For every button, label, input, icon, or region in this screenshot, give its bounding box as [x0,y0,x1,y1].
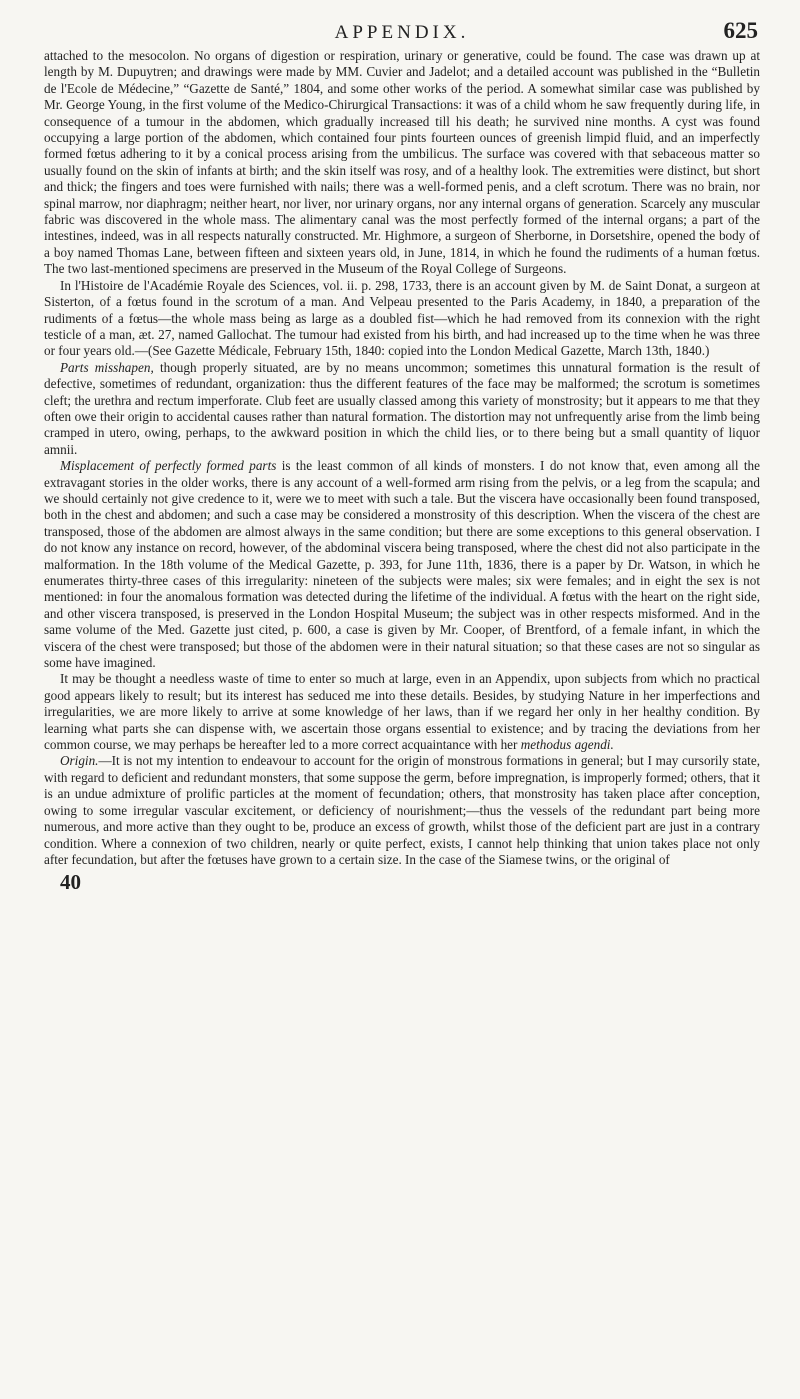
paragraph-mesocolon-case [44,48,760,278]
page-number: 625 [723,18,758,43]
paragraph-text: though properly situated, are by no means uncommon; sometimes this unnatural formation is the result of defective, sometimes of redundant, organization: thus the different features of the face may be malformed; the scrotum is sometimes cleft; the urethra and rectum imperforate. Club feet are usually classed among this variety of monstrosity; but it appears to me that they often owe their origin to accidental causes rather than natural formation. The distortion may not unfrequently arise from the limb being cramped in utero, owing, perhaps, to the awkward position in which the child lies, or to there being but a small quantity of liquor amnii. [44,359,760,457]
signature-mark: 40 [60,870,81,895]
paragraph-text: attached to the mesocolon. No organs of digestion or respiration, urinary or generative, could be found. The case was drawn up at length by M. Dupuytren; and drawings were made by MM. Cuvier and Jadelot; and a detailed account was published in the “Bulletin de l'Ecole de Médecine,” “Gazette de Santé,” 1804, and some other works of the period. A somewhat similar case was published by Mr. George Young, in the first volume of the Medico-Chirurgical Transactions: it was of a child whom he saw frequently during life, in consequence of a tumour in the abdomen, which gradually increased till his death; he survived nine months. A cyst was found occupying a large portion of the abdomen, which contained four pints fourteen ounces of greenish limpid fluid, and an imperfectly formed fœtus adhering to it by a conical process arising from the umbilicus. The surface was covered with that sebaceous matter so usually found on the skin of infants at birth; and the skin itself was rosy, and of a healthy look. The extremities were distinct, but short and thick; the fingers and toes were furnished with nails; there was a well-formed penis, and a cleft scrotum. There was no brain, nor spinal marrow, nor diaphragm; neither heart, nor liver, nor urinary organs, nor any internal organs of generation. Scarcely any muscular fabric was discovered in the whole mass. The alimentary canal was the most perfectly formed of the internal organs; a part of the intestines, indeed, was in all respects naturally constructed. Mr. Highmore, a surgeon of Sherborne, in Dorsetshire, opened the body of a boy named Thomas Lane, between fifteen and sixteen years old, in June, 1814, in which he found the rudiments of a human fœtus. The two last-mentioned specimens are preserved in the Museum of the Royal College of Surgeons. [44,48,760,277]
paragraph-origin [44,753,760,868]
paragraph-parts-misshapen [44,360,760,458]
paragraph-scrotum-foetus [44,278,760,360]
paragraph-text: is the least common of all kinds of monsters. I do not know that, even among all the extravagant stories in the older works, there is any account of a well-formed arm rising from the pelvis, or a leg from the scapula; and we should certainly not give credence to it, were we to meet with such a tale. But the viscera have occasionally been found transposed, both in the chest and abdomen; and such a case may be considered a monstrosity of this description. When the viscera of the chest are transposed, those of the abdomen are almost always in the same condition; but there are some exceptions to this general observation. I do not know any instance on record, however, of the abdominal viscera being transposed, where the chest did not also participate in the malformation. In the 18th volume of the Medical Gazette, p. 393, for June 11th, 1836, there is a paper by Dr. Watson, in which he enumerates thirty-three cases of this irregularity: nineteen of the subjects were males; six were females; and in eight the sex is not mentioned: in four the anomalous formation was detected during the lifetime of the individual. A fœtus with the heart on the right side, and other viscera transposed, is preserved in the London Hospital Museum; the subject was in other respects misformed. And in the same volume of the Med. Gazette just cited, p. 600, a case is given by Mr. Cooper, of Brentford, of a female infant, in which the viscera of the chest were transposed; but those of the abdomen were in their natural situation; so that these cases are not so singular as some have imagined. [44,458,760,671]
running-title: APPENDIX. [334,22,470,43]
paragraph-lead-italic: Misplacement of perfectly formed parts [60,458,277,474]
paragraph-text: It may be thought a needless waste of time to enter so much at large, even in an Appendix, upon subjects from which no practical good appears likely to result; but its interest has seduced me into these details. Besides, by studying Nature in her imperfections and irregularities, we are more likely to arrive at some knowledge of her laws, than if we regard her only in her healthy condition. By learning what parts she can dispense with, we ascertain those organs essential to existence; and by tracing the deviations from her common course, we may perhaps be hereafter led to a more correct acquaintance with her [44,671,760,753]
paragraph-lead-italic: Parts misshapen, [60,359,154,375]
paragraph-tail-italic: methodus agendi. [520,737,614,753]
paragraph-lead-italic: Origin. [60,753,99,769]
running-head [44,12,760,46]
paragraph-text: —It is not my intention to endeavour to account for the origin of monstrous formations in general; but I may cursorily state, with regard to deficient and redundant monsters, that some suppose the germ, before impregnation, is improperly formed; others, that it is an undue admixture of prolific particles at the moment of fecundation; others, that monstrosity has taken place after conception, owing to some irregular vascular excitement, or deficiency of nourishment;—thus the vessels of the redundant part being more numerous, and more active than they ought to be, produce an excess of growth, whilst those of the deficient part are just in a contrary condition. Where a connexion of two children, nearly or quite perfect, exists, I cannot help thinking that union takes place not only after fecundation, but after the fœtuses have grown to a certain size. In the case of the Siamese twins, or the original of [44,753,760,867]
body-text [44,48,760,868]
paragraph-appendix-justification [44,671,760,753]
paragraph-text: In l'Histoire de l'Académie Royale des Sciences, vol. ii. p. 298, 1733, there is an account given by M. de Saint Donat, a surgeon at Sisterton, of a fœtus found in the scrotum of a man. And Velpeau presented to the Paris Academy, in 1840, a preparation of the rudiments of a fœtus—the whole mass being as large as a doubled fist—which he had removed from its connexion with the right testicle of a man, æt. 27, named Gallochat. The tumour had existed from his birth, and had increased up to the time when he was three or four years old.—(See Gazette Médicale, February 15th, 1840: copied into the London Medical Gazette, March 13th, 1840.) [44,277,760,359]
paragraph-misplacement [44,458,760,671]
